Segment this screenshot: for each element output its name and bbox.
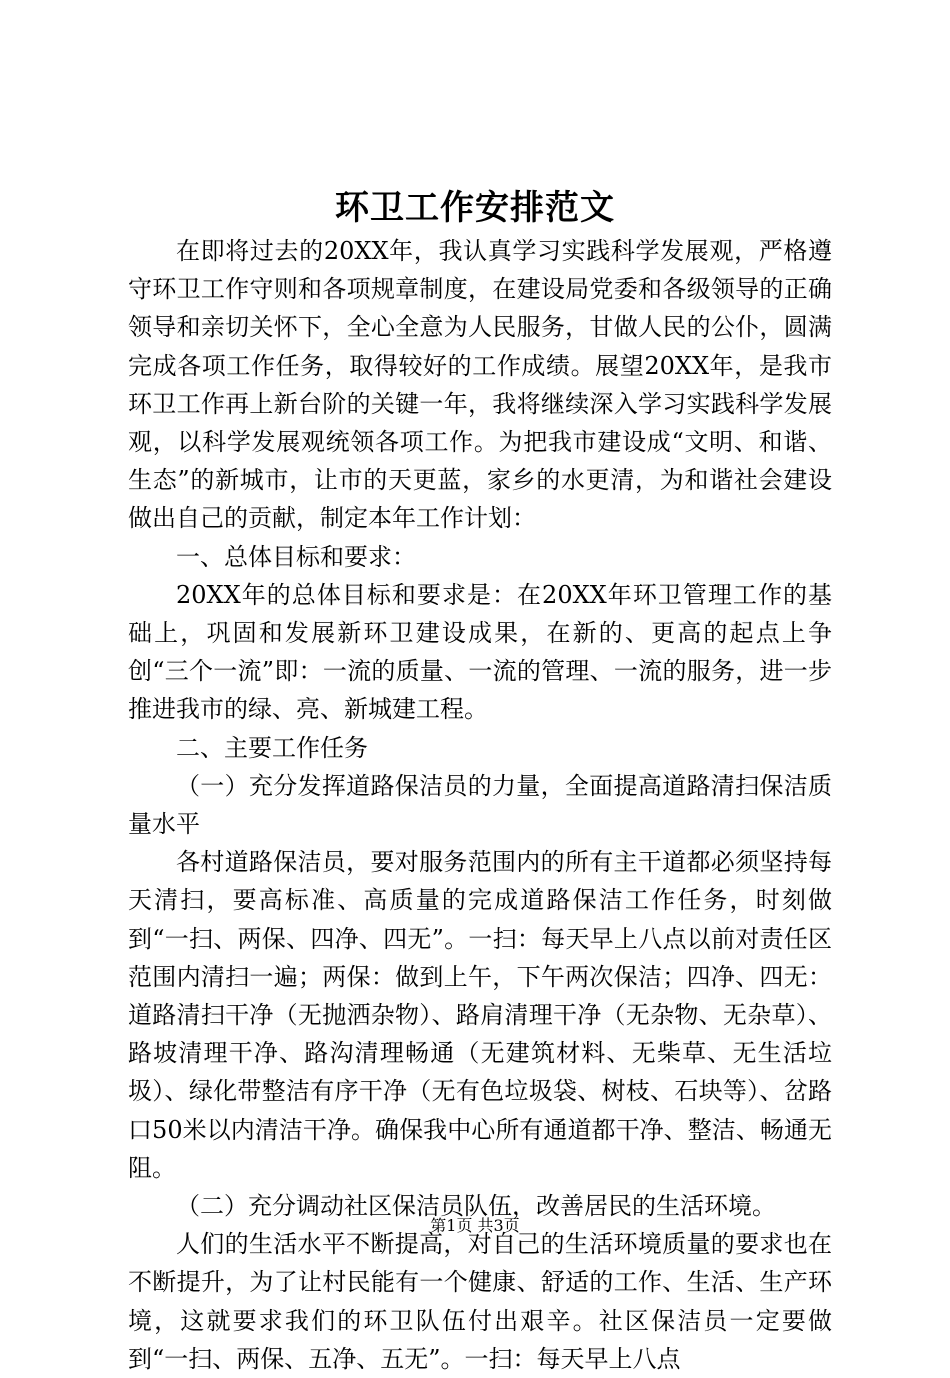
document-title: 环卫工作安排范文 <box>335 188 615 228</box>
document-body <box>128 232 832 1378</box>
heading-overall-goals: 一、总体目标和要求： <box>176 542 416 571</box>
heading-main-tasks: 二、主要工作任务 <box>176 733 368 762</box>
paragraph-road-cleaning: 各村道路保洁员，要对服务范围内的所有主干道都必须坚持每天清扫，要高标准、高质量的完成道路保洁工作任务，时刻做到“一扫、两保、四净、四无”。一扫：每天早上八点以前对责任区范围内清扫一遍；两保：做到上午，下午两次保洁；四净、四无：道路清扫干净（无抛洒杂物）、路肩清理干净（无杂物、无杂草）、路坡清理干净、路沟清理畅通（无建筑材料、无柴草、无生活垃圾）、绿化带整洁有序干净（无有色垃圾袋、树枝、石块等）、岔路口50米以内清洁干净。确保我中心所有通道都干净、整洁、畅通无阻。 <box>128 848 832 1182</box>
subheading-community-cleaning: （二）充分调动社区保洁员队伍，改善居民的生活环境。 <box>176 1192 776 1221</box>
page-number: 第1页 共3页 <box>430 1216 520 1235</box>
paragraph-community-cleaning: 人们的生活水平不断提高，对自己的生活环境质量的要求也在不断提升，为了让村民能有一个健康、舒适的工作、生活、生产环境，这就要求我们的环卫队伍付出艰辛。社区保洁员一定要做到“一扫、两保、五净、五无”。一扫：每天早上八点 <box>128 1230 832 1373</box>
paragraph-intro: 在即将过去的20XX年，我认真学习实践科学发展观，严格遵守环卫工作守则和各项规章制度，在建设局党委和各级领导的正确领导和亲切关怀下，全心全意为人民服务，甘做人民的公仆，圆满完成各项工作任务，取得较好的工作成绩。展望20XX年，是我市环卫工作再上新台阶的关键一年，我将继续深入学习实践科学发展观，以科学发展观统领各项工作。为把我市建设成“文明、和谐、生态”的新城市，让市的天更蓝，家乡的水更清，为和谐社会建设做出自己的贡献，制定本年工作计划： <box>128 237 832 533</box>
subheading-road-cleaning: （一）充分发挥道路保洁员的力量，全面提高道路清扫保洁质量水平 <box>128 771 832 839</box>
paragraph-goals: 20XX年的总体目标和要求是：在20XX年环卫管理工作的基础上，巩固和发展新环卫建设成果，在新的、更高的起点上争创“三个一流”即：一流的质量、一流的管理、一流的服务，进一步推进我市的绿、亮、新城建工程。 <box>128 580 832 724</box>
